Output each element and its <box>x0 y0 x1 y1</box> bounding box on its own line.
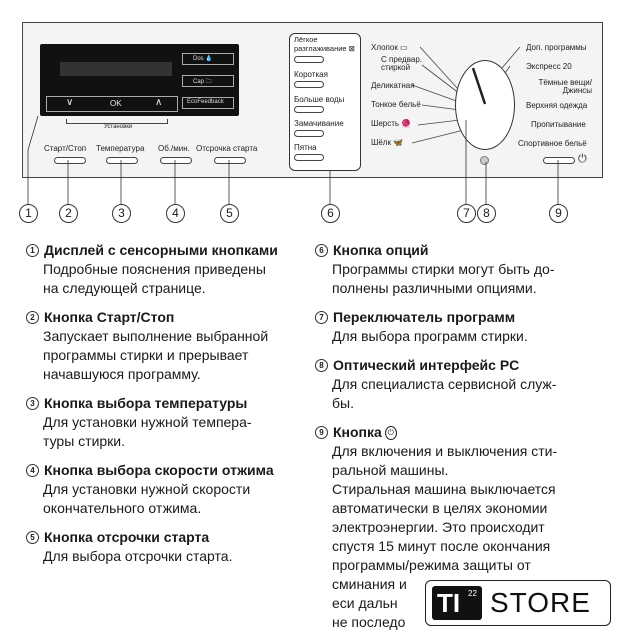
section-4-number: 4 <box>26 464 39 477</box>
spin-label: Об./мин. <box>158 144 190 153</box>
callout-4: 4 <box>166 204 185 223</box>
callout-9: 9 <box>549 204 568 223</box>
store-logo-sup: 22 <box>468 589 477 598</box>
section-7-title: Переключатель программ <box>333 309 516 325</box>
callout-8: 8 <box>477 204 496 223</box>
section-5-number: 5 <box>26 531 39 544</box>
option-label-stains: Пятна <box>294 143 317 152</box>
temperature-label: Температура <box>96 144 145 153</box>
program-sport: Спортивное бельё <box>518 139 587 148</box>
section-4-body: Для установки нужной скорости окончательного отжима. <box>43 481 251 516</box>
section-6-number: 6 <box>315 244 328 257</box>
section-8-number: 8 <box>315 359 328 372</box>
display-button-ecofeedback-label: EcoFeedback <box>187 99 224 105</box>
section-3-title: Кнопка выбора температуры <box>44 395 248 411</box>
section-8 <box>315 356 615 413</box>
option-label-soak: Замачивание <box>294 119 344 128</box>
section-8-title: Оптический интерфейс PC <box>333 357 520 373</box>
power-icon: ⏻ <box>578 153 587 165</box>
section-7-number: 7 <box>315 311 328 324</box>
section-2-body: Запускает выполнение выбранной программы стирки и прерывает начавшуюся программу. <box>43 328 269 382</box>
section-5 <box>26 528 316 566</box>
delay-start-label: Отсрочка старта <box>196 144 258 153</box>
callout-6: 6 <box>321 204 340 223</box>
nav-down-button[interactable]: ∨ <box>66 97 74 108</box>
display-button-dos-label: Dos 💧 <box>193 56 213 62</box>
program-outerwear: Верхняя одежда <box>526 101 588 110</box>
section-1-title: Дисплей с сенсорными кнопками <box>44 242 278 258</box>
start-stop-label: Старт/Стоп <box>44 144 87 153</box>
callout-1: 1 <box>19 204 38 223</box>
section-6 <box>315 241 615 298</box>
program-extra: Доп. программы <box>526 43 587 52</box>
program-impregnation: Пропитывание <box>531 120 586 129</box>
section-2 <box>26 308 316 384</box>
section-4-title: Кнопка выбора скорости отжима <box>44 462 274 478</box>
section-8-body: Для специалиста сервисной служ- бы. <box>332 376 557 411</box>
callout-7: 7 <box>457 204 476 223</box>
section-5-body: Для выбора отсрочки старта. <box>43 548 233 564</box>
section-3 <box>26 394 316 451</box>
store-logo-box <box>432 586 482 620</box>
option-label-more-water: Больше воды <box>294 95 345 104</box>
program-fine: Тонкое бельё <box>371 100 421 109</box>
program-silk: Шёлк 🦋 <box>371 138 404 147</box>
power-icon-inline: ⏻ <box>385 426 397 440</box>
section-9-body: Для включения и выключения сти- ральной машины. Стиральная машина выключается автоматически в целях экономии электроэнергии. Это происходит спустя 15 минут после окончания программы/режима защиты от сминания и еси дальн не последо <box>332 443 558 630</box>
section-6-body: Программы стирки могут быть до- полнены различными опциями. <box>332 261 555 296</box>
program-wool: Шерсть 🧶 <box>371 119 412 128</box>
callout-3: 3 <box>112 204 131 223</box>
store-logo-ti: TI <box>437 588 461 618</box>
callout-5: 5 <box>220 204 239 223</box>
display-button-cap-label: Cap 🗀 <box>193 79 212 85</box>
option-label-easy-iron: Лёгкое разглаживание ⊠ <box>294 35 355 53</box>
section-1-body: Подробные пояснения приведены на следующей странице. <box>43 261 266 296</box>
nav-up-button[interactable]: ∧ <box>155 97 163 108</box>
program-delicate: Деликатная <box>371 81 415 90</box>
program-express: Экспресс 20 <box>526 62 572 71</box>
section-2-number: 2 <box>26 311 39 324</box>
nav-ok-button[interactable]: OK <box>110 99 122 108</box>
program-prewash: С предвар. стиркой <box>381 55 423 72</box>
section-7 <box>315 308 615 346</box>
section-4 <box>26 461 316 518</box>
settings-label: Установки <box>104 124 133 130</box>
section-9-number: 9 <box>315 426 328 439</box>
left-descriptions <box>26 241 316 576</box>
section-7-body: Для выбора программ стирки. <box>332 328 528 344</box>
section-5-title: Кнопка отсрочки старта <box>44 529 210 545</box>
section-9-title: Кнопка <box>333 424 382 440</box>
store-logo-text: STORE <box>490 587 591 618</box>
section-6-title: Кнопка опций <box>333 242 429 258</box>
program-dark: Тёмные вещи/ Джинсы <box>538 78 592 95</box>
program-cotton: Хлопок ▭ <box>371 43 408 52</box>
section-2-title: Кнопка Старт/Стоп <box>44 309 175 325</box>
callout-lines <box>0 0 621 215</box>
section-3-number: 3 <box>26 397 39 410</box>
option-label-short: Короткая <box>294 70 328 79</box>
callout-2: 2 <box>59 204 78 223</box>
section-3-body: Для установки нужной темпера- туры стирки. <box>43 414 252 449</box>
section-1 <box>26 241 316 298</box>
section-1-number: 1 <box>26 244 39 257</box>
store-watermark <box>425 580 611 626</box>
